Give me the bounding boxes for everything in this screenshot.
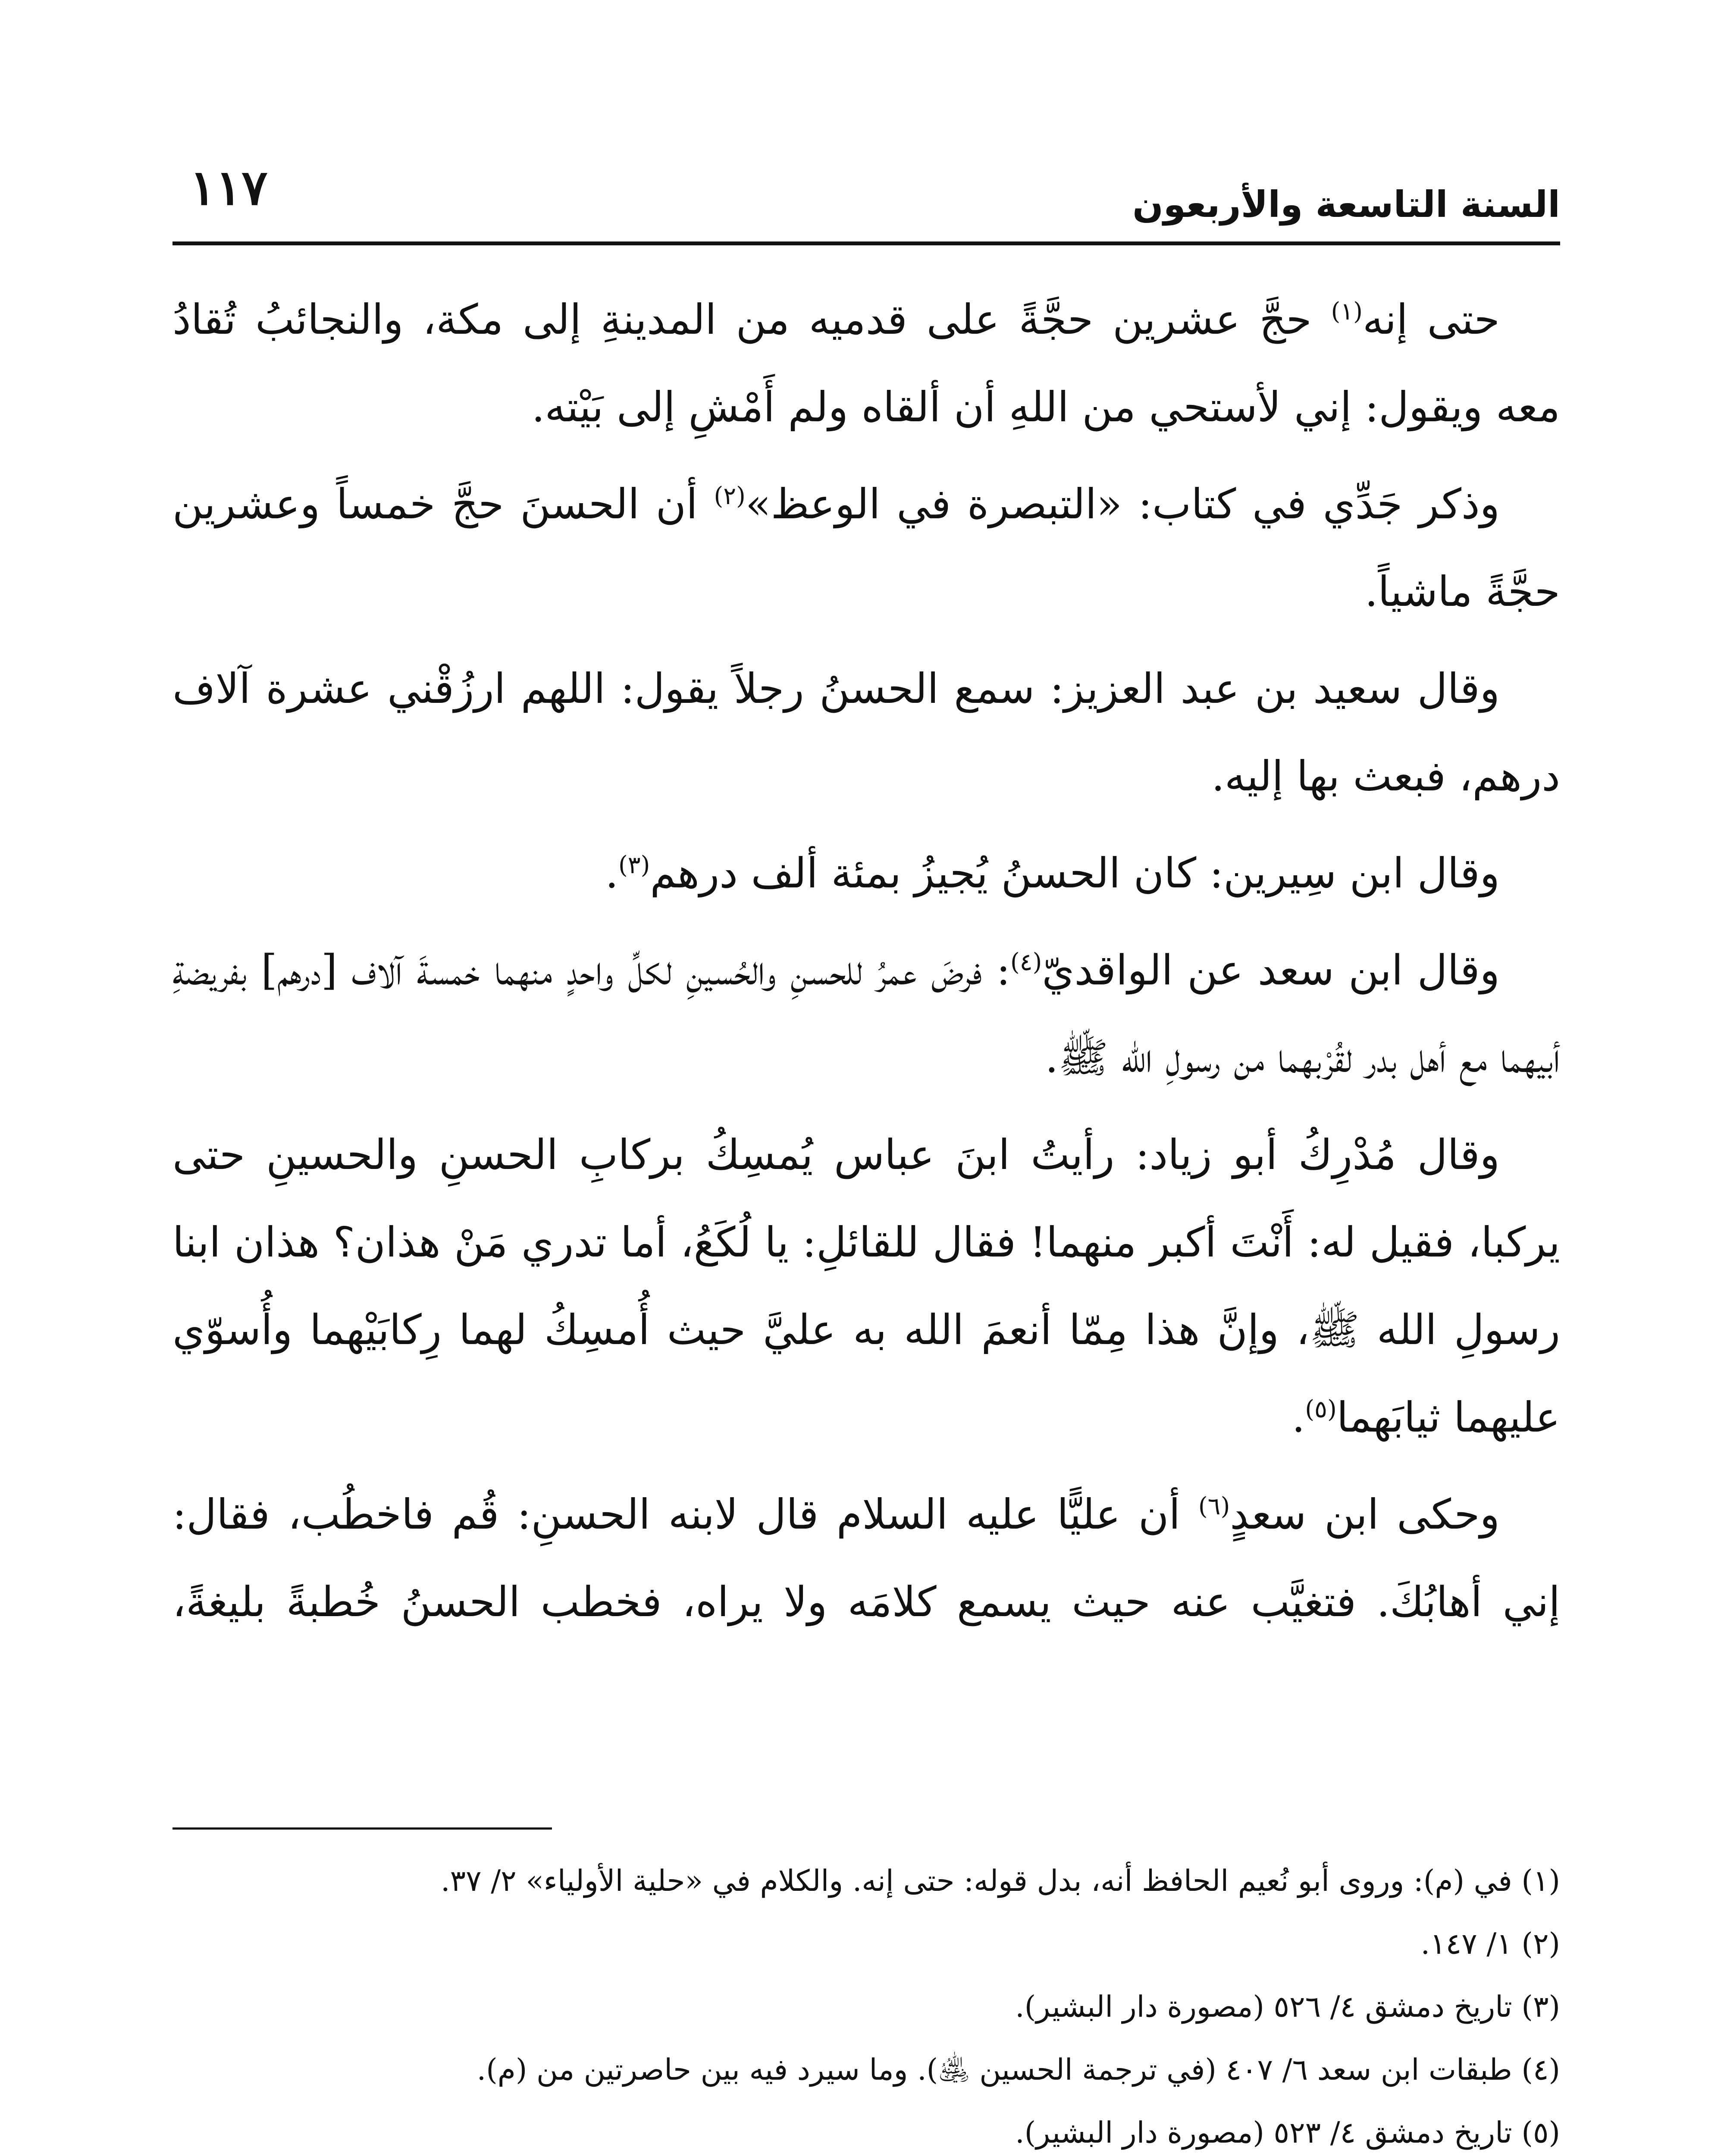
footnote: (٢) ١/ ١٤٧. [1420, 1927, 1560, 1961]
footnote: (٥) تاريخ دمشق ٤/ ٥٢٣ (مصورة دار البشير). [1015, 2116, 1560, 2150]
main-text [172, 276, 1560, 1639]
paragraph: وذكر جَدِّي في كتاب: «التبصرة في الوعظ»$^{(٢)}$ أن الحسنَ حجَّ خمساً وعشرين حجَّةً ماشياً. [172, 480, 1560, 616]
paragraph: وقال ابن سعد عن الواقديّ$^{(٤)}$: فرضَ عمرُ للحسنِ والحُسينِ لكلِّ واحدٍ منهما خمسةَ آلاف [درهم] بفريضةِ أبيهما مع أهل بدر لقُرْبهما من رسولِ الله ﷺ. [172, 946, 1560, 1082]
chapter-title: السنة التاسعة والأربعون [1132, 183, 1560, 226]
page-number: ١١٧ [190, 160, 268, 216]
footnote-ref: (٥) [1305, 1395, 1337, 1423]
footnote-ref: (٢) [714, 482, 746, 510]
paragraph: وقال ابن سِيرين: كان الحسنُ يُجيزُ بمئة ألف درهم$^{(٣)}$. [605, 849, 1500, 897]
footnote-ref: (١) [1331, 298, 1363, 326]
paragraph: وحكى ابن سعدٍ$^{(٦)}$ أن عليًّا عليه السلام قال لابنه الحسنِ: قُم فاخطُب، فقال: إني أهابُكَ. فتغيَّب عنه حيث يسمع كلامَه ولا يراه، فخطب الحسنُ خُطبةً بليغةً، [172, 1490, 1560, 1626]
footnote-ref: (٣) [618, 851, 650, 879]
paragraph: حتى إنه$^{(١)}$ حجَّ عشرين حجَّةً على قدميه من المدينةِ إلى مكة، والنجائبُ تُقادُ معه ويقول: إني لأستحي من اللهِ أن ألقاه ولم أَمْشِ إلى بَيْته. [172, 295, 1560, 431]
footnote-ref: (٤) [1010, 948, 1042, 976]
footnote-separator [172, 1827, 552, 1830]
footnotes [172, 1850, 1560, 2156]
paragraph: وقال سعيد بن عبد العزيز: سمع الحسنُ رجلاً يقول: اللهم ارزُقْني عشرة آلاف درهم، فبعث بها إليه. [172, 664, 1560, 800]
header-rule [172, 241, 1560, 245]
running-header [172, 142, 1560, 229]
footnote-ref: (٦) [1198, 1492, 1230, 1520]
footnote: (١) في (م): وروى أبو نُعيم الحافظ أنه، بدل قوله: حتى إنه. والكلام في «حلية الأولياء» ٢/ ٣٧. [440, 1864, 1560, 1898]
footnote: (٣) تاريخ دمشق ٤/ ٥٢٦ (مصورة دار البشير). [1015, 1990, 1560, 2024]
paragraph: وقال مُدْرِكُ أبو زياد: رأيتُ ابنَ عباس يُمسِكُ بركابِ الحسنِ والحسينِ حتى يركبا، فقيل له: أَنْتَ أكبر منهما! فقال للقائلِ: يا لُكَعُ، أما تدري مَنْ هذان؟ هذان ابنا رسولِ الله ﷺ، وإنَّ هذا مِمّا أنعمَ الله به عليَّ حيث أُمسِكُ لهما رِكابَيْهما وأُسوّي عليهما ثيابَهما$^{(٥)}$. [172, 1131, 1560, 1442]
footnote: (٤) طبقات ابن سعد ٦/ ٤٠٧ (في ترجمة الحسين ﵁). وما سيرد فيه بين حاصرتين من (م). [476, 2053, 1560, 2087]
